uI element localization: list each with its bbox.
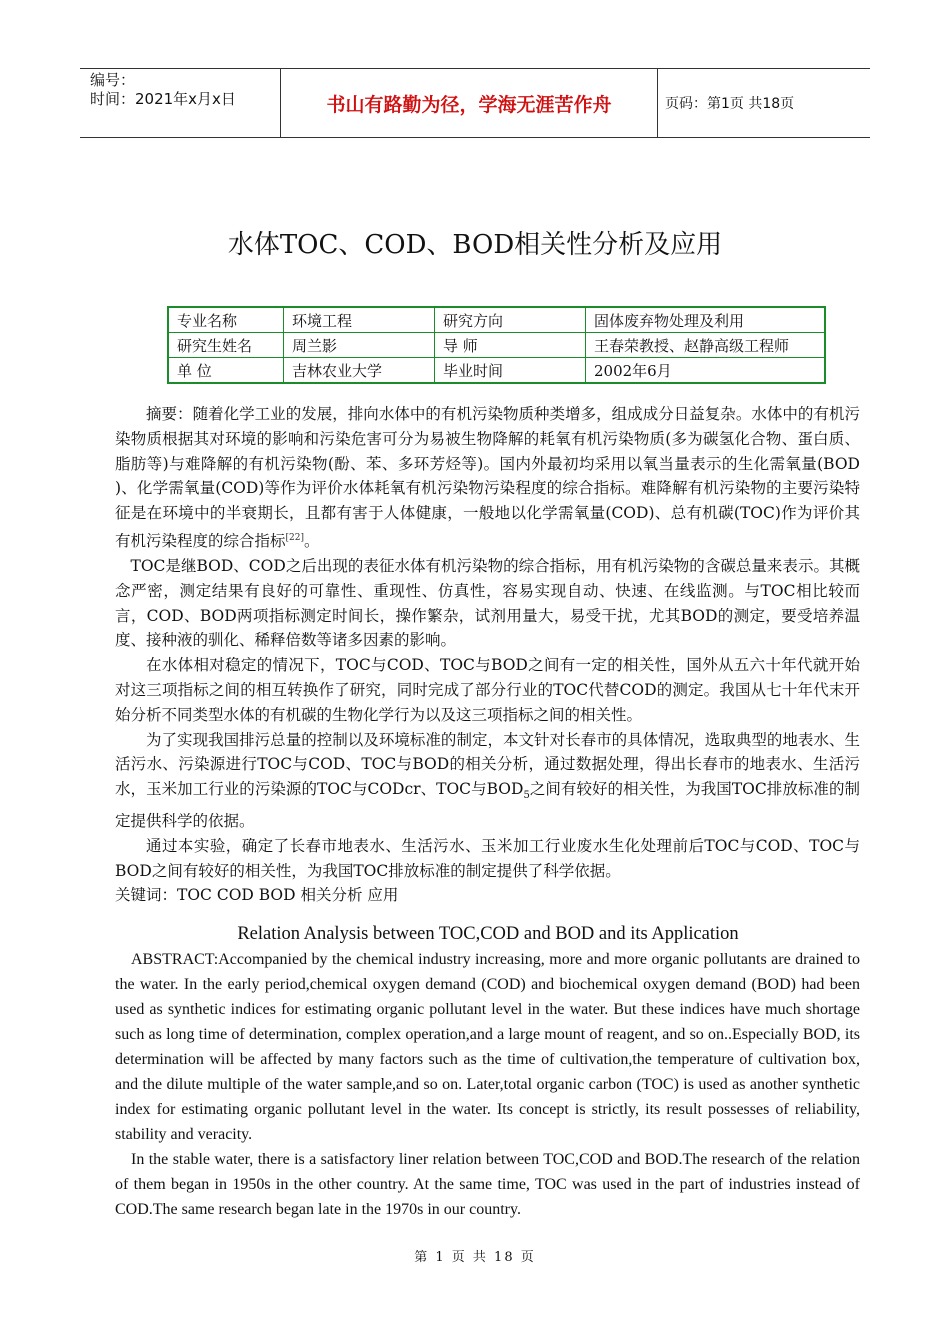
keywords: 关键词：TOC COD BOD 相关分析 应用 bbox=[115, 886, 399, 905]
table-cell: 研究生姓名 bbox=[168, 333, 284, 358]
abstract-paragraph bbox=[115, 728, 860, 834]
abstract-paragraph: 在水体相对稳定的情况下，TOC与COD、TOC与BOD之间有一定的相关性，国外从五六十年代就开始对这三项指标之间的相互转换作了研究，同时完成了部分行业的TOC代替COD的测定。我国从七十年代末开始分析不同类型水体的有机碳的生物化学行为以及这三项指标之间的相关性。 bbox=[115, 656, 860, 724]
number-label: 编号： bbox=[90, 71, 136, 89]
abstract-text: 之间有较好的相关性，为我国TOC排放标准的制定提供科学的依据。 bbox=[115, 780, 860, 830]
abstract-paragraph: 通过本实验，确定了长春市地表水、生活污水、玉米加工行业废水生化处理前后TOC与COD、TOC与BOD之间有较好的相关性，为我国TOC排放标准的制定提供了科学依据。 bbox=[115, 836, 860, 880]
page-footer: 第 1 页 共 18 页 bbox=[414, 1250, 536, 1265]
table-row bbox=[168, 307, 825, 333]
english-paragraph: In the stable water, there is a satisfactory liner relation between TOC,COD and BOD.The research of the relation of them began in 1950s in the other country. At the same time, TOC was used in the part of industries instead of COD.The same research began late in the 1970s in our country. bbox=[115, 1151, 860, 1218]
table-cell: 周兰影 bbox=[284, 333, 435, 358]
table-cell: 导 师 bbox=[435, 333, 586, 358]
english-abstract bbox=[115, 947, 860, 1222]
table-cell: 吉林农业大学 bbox=[284, 358, 435, 384]
subscript: 5 bbox=[523, 790, 530, 802]
header-motto: 书山有路勤为径，学海无涯苦作舟 bbox=[326, 93, 612, 116]
document-title: 水体TOC、COD、BOD相关性分析及应用 bbox=[227, 230, 723, 260]
table-row bbox=[168, 333, 825, 358]
table-row bbox=[168, 358, 825, 384]
table-cell: 固体废弃物处理及利用 bbox=[586, 307, 826, 333]
english-paragraph: ABSTRACT:Accompanied by the chemical industry increasing, more and more organic pollutants are drained to the water. In the early period,chemical oxygen demand (COD) and biochemical oxygen demand (BOD) had been used as synthetic indices for estimating organic pollutant level in the water. But these indices have much shortage such as long time of determination, complex operation,and a large mount of reagent, and so on..Especially BOD, its determination will be affected by many factors such as the time of cultivation,the temperature of cultivation box, and the dilute multiple of the water sample,and so on. Later,total organic carbon (TOC) is used as another synthetic index for estimating organic pollutant level in the water. Its concept is strictly, its result possesses of reliability, stability and veracity. bbox=[115, 951, 860, 1143]
table-cell: 单 位 bbox=[168, 358, 284, 384]
abstract-text: 。 bbox=[304, 532, 320, 551]
header-meta bbox=[80, 69, 290, 139]
info-table bbox=[167, 306, 826, 384]
chinese-abstract bbox=[115, 402, 860, 908]
citation-ref: [22] bbox=[285, 532, 304, 543]
table-cell: 环境工程 bbox=[284, 307, 435, 333]
table-cell: 王春荣教授、赵静高级工程师 bbox=[586, 333, 826, 358]
header-page-info: 页码：第1页 共18页 bbox=[665, 96, 795, 112]
table-cell: 研究方向 bbox=[435, 307, 586, 333]
abstract-paragraph bbox=[115, 402, 860, 554]
table-cell: 专业名称 bbox=[168, 307, 284, 333]
table-cell: 毕业时间 bbox=[435, 358, 586, 384]
english-title: Relation Analysis between TOC,COD and BOD and its Application bbox=[237, 924, 739, 944]
date-label: 时间：2021年x月x日 bbox=[90, 90, 236, 108]
document-header bbox=[80, 68, 870, 138]
table-cell: 2002年6月 bbox=[586, 358, 826, 384]
abstract-paragraph: TOC是继BOD、COD之后出现的表征水体有机污染物的综合指标，用有机污染物的含碳总量来表示。其概念严密，测定结果有良好的可靠性、重现性、仿真性，容易实现自动、快速、在线监测。与TOC相比较而言，COD、BOD两项指标测定时间长，操作繁杂，试剂用量大，易受干扰，尤其BOD的测定，要受培养温度、接种液的驯化、稀释倍数等诸多因素的影响。 bbox=[115, 556, 860, 650]
header-motto-cell bbox=[280, 69, 658, 137]
abstract-text: 摘要：随着化学工业的发展，排向水体中的有机污染物质种类增多，组成成分日益复杂。水体中的有机污染物质根据其对环境的影响和污染危害可分为易被生物降解的耗氧有机污染物质(多为碳氢化合物、蛋白质、脂肪等)与难降解的有机污染物(酚、苯、多环芳烃等)。国内外最初均采用以氧当量表示的生化需氧量(BOD )、化学需氧量(COD)等作为评价水体耗氧有机污染物污染程度的综合指标。难降解有机污染物的主要污染特征是在环境中的半衰期长，且都有害于人体健康，一般地以化学需氧量(COD)、总有机碳(TOC)作为评价其有机污染程度的综合指标 bbox=[115, 405, 860, 551]
abstract-text: 为了实现我国排污总量的控制以及环境标准的制定，本文针对长春市的具体情况，选取典型的地表水、生活污水、污染源进行TOC与COD、TOC与BOD的相关分析，通过数据处理，得出长春市的地表水、生活污水，玉米加工行业的污染源的TOC与CODcr、TOC与BOD bbox=[115, 730, 860, 799]
